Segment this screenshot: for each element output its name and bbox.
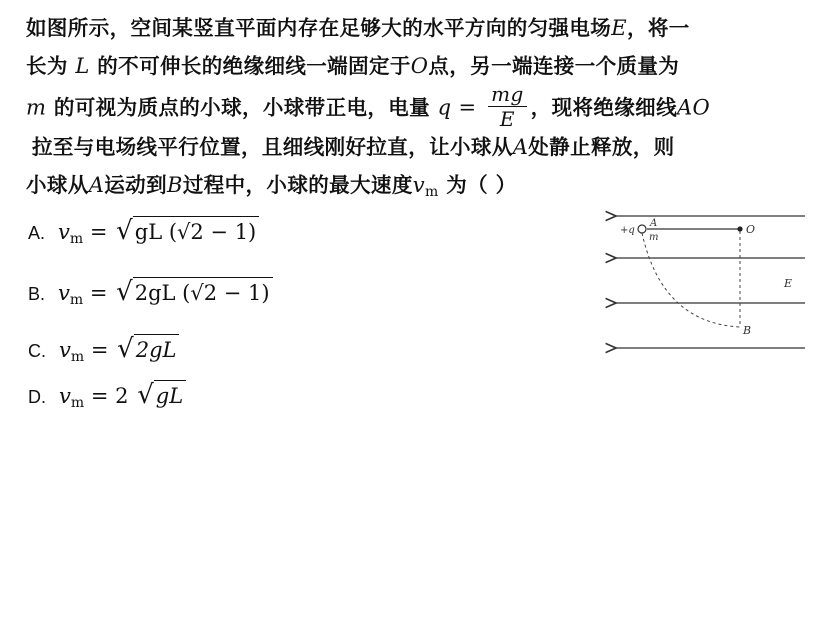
problem-line-3 <box>26 82 806 131</box>
symbol-v: v <box>59 338 71 362</box>
option-formula <box>59 334 179 365</box>
ball-icon <box>638 225 646 233</box>
subscript-m: m <box>70 395 85 411</box>
equals-sign: = 2 <box>90 384 129 408</box>
fraction-numerator: mg <box>488 83 527 107</box>
equals-sign: = <box>90 338 109 362</box>
equals-sign: = <box>89 220 108 244</box>
symbol-A: A <box>512 135 529 159</box>
text-segment: 的可视为质点的小球，小球带正电，电量 <box>53 95 431 120</box>
problem-line-4 <box>26 129 806 167</box>
radical-sign: √ <box>116 277 133 307</box>
problem-line-1 <box>26 10 806 48</box>
option-letter: A. <box>28 223 46 243</box>
symbol-AO: AO <box>676 95 711 120</box>
text-segment: 的不可伸长的绝缘细线一端固定于 <box>97 53 411 78</box>
text-segment: 过程中，小球的最大速度 <box>182 172 413 197</box>
text-segment: 处静止释放，则 <box>528 135 675 159</box>
symbol-E: E <box>611 16 627 40</box>
text-segment: 点，另一端连接一个质量为 <box>428 53 680 78</box>
charge-label: +q <box>620 225 635 236</box>
text-segment: 如图所示，空间某竖直平面内存在足够大的水平方向的匀强电场 <box>26 16 612 40</box>
symbol-L: L <box>75 53 90 78</box>
option-formula <box>58 277 273 308</box>
symbol-q-equals: q = <box>437 95 477 120</box>
problem-text <box>26 10 806 204</box>
subscript-m: m <box>69 292 84 308</box>
radical-sign: √ <box>117 334 134 364</box>
symbol-A: A <box>88 172 105 197</box>
text-segment: 拉至与电场线平行位置，且细线刚好拉直，让小球从 <box>32 135 513 159</box>
text-segment: 小球从 <box>26 172 89 197</box>
radicand: gL (√2 − 1) <box>133 216 260 245</box>
text-segment: ，现将绝缘细线 <box>530 95 677 120</box>
radicand: 2gL (√2 − 1) <box>133 277 273 306</box>
text-segment: 运动到 <box>104 172 167 197</box>
path-arc <box>642 233 740 327</box>
symbol-v: v <box>58 281 70 305</box>
fraction-denominator: E <box>499 107 515 131</box>
radical-sign: √ <box>137 380 154 410</box>
subscript-m: m <box>70 349 85 365</box>
radicand: gL <box>154 380 186 409</box>
option-a[interactable] <box>28 216 259 247</box>
option-letter: D. <box>28 387 46 407</box>
subscript-m: m <box>69 231 84 247</box>
option-b[interactable] <box>28 277 273 308</box>
problem-line-5 <box>26 167 806 205</box>
label-A: A <box>650 218 658 229</box>
fraction-mg-over-E <box>488 83 527 130</box>
radicand: 2gL <box>134 334 180 363</box>
option-formula <box>59 380 186 411</box>
option-letter: B. <box>28 284 46 304</box>
pivot-point-O <box>737 226 742 231</box>
symbol-v: v <box>58 220 70 244</box>
problem-line-2 <box>26 48 806 86</box>
text-segment: 长为 <box>26 53 68 78</box>
label-E: E <box>784 277 793 290</box>
option-d[interactable] <box>28 380 186 411</box>
symbol-O: O <box>410 53 429 78</box>
label-m: m <box>649 232 659 243</box>
text-segment: ，将一 <box>626 16 690 40</box>
label-O: O <box>746 223 756 236</box>
answer-blank: 为（ ） <box>446 172 517 197</box>
symbol-B: B <box>166 172 183 197</box>
option-c[interactable] <box>28 334 179 365</box>
physics-figure <box>600 200 812 360</box>
option-letter: C. <box>28 341 46 361</box>
equals-sign: = <box>89 281 108 305</box>
subscript-m: m <box>425 183 439 200</box>
symbol-m: m <box>26 95 47 120</box>
option-formula <box>58 216 259 247</box>
radical-sign: √ <box>116 216 133 246</box>
label-B: B <box>743 324 752 337</box>
symbol-v: v <box>59 384 71 408</box>
symbol-v: v <box>412 172 425 197</box>
